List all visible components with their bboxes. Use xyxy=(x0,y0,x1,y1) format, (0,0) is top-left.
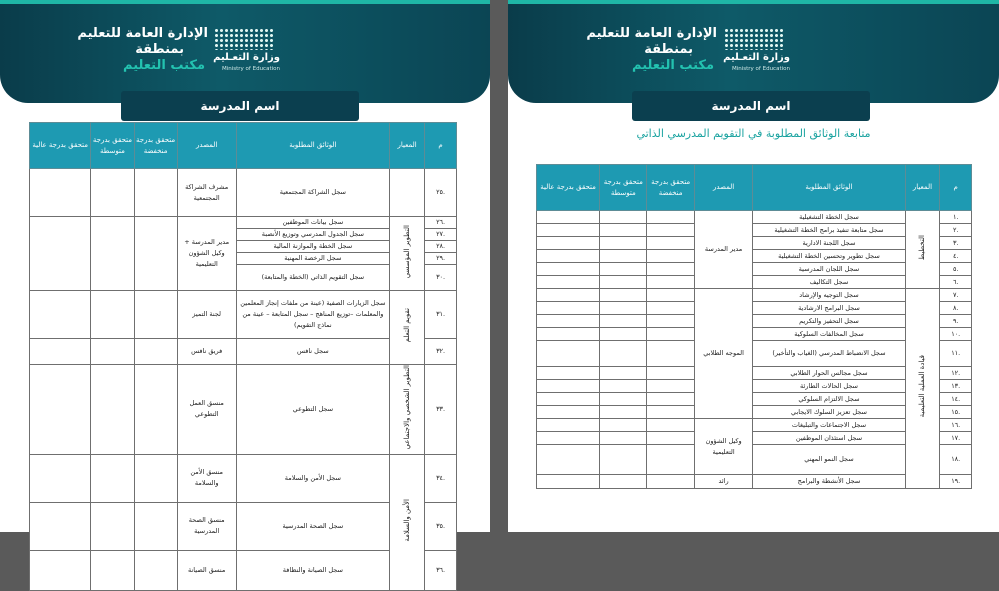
table-row xyxy=(30,217,457,229)
low-check-cell[interactable] xyxy=(647,328,694,341)
low-check-cell[interactable] xyxy=(647,393,694,406)
document-cell: سجل الانضباط المدرسي (الغياب والتأخير) xyxy=(753,341,905,367)
document-cell: سجل التكاليف xyxy=(753,276,905,289)
document-cell: سجل بيانات الموظفين xyxy=(236,217,389,229)
document-cell: سجل الصحة المدرسية xyxy=(236,502,389,550)
row-number: .٣١ xyxy=(425,291,457,339)
high-check-cell[interactable] xyxy=(537,289,600,302)
low-check-cell[interactable] xyxy=(134,339,177,365)
source-cell: منسق الأمن والسلامة xyxy=(177,454,236,502)
document-cell: سجل تطوير وتحسين الخطة التشغيلية xyxy=(753,250,905,263)
high-check-cell[interactable] xyxy=(537,419,600,432)
row-number: .١٤ xyxy=(940,393,972,406)
medium-check-cell[interactable] xyxy=(600,475,647,489)
header-title-line2: بمنطقة xyxy=(135,42,184,57)
high-check-cell[interactable] xyxy=(30,502,91,550)
row-number: .٢ xyxy=(940,224,972,237)
row-number: .٢٨ xyxy=(425,241,457,253)
logo-text-ar: وزارة التعـليم xyxy=(213,52,280,63)
row-number: .١٠ xyxy=(940,328,972,341)
criterion-label: قيادة العملية التعليمية xyxy=(917,355,926,418)
logo-text-en: Ministry of Education xyxy=(221,66,280,72)
col-header-source: المصدر xyxy=(694,165,753,211)
col-header-num: م xyxy=(940,165,972,211)
row-number: .١٩ xyxy=(940,475,972,489)
medium-check-cell[interactable] xyxy=(600,211,647,224)
row-number: .١ xyxy=(940,211,972,224)
row-number: .٣٥ xyxy=(425,502,457,550)
table-row xyxy=(30,169,457,217)
medium-check-cell[interactable] xyxy=(600,263,647,276)
page-header xyxy=(0,0,490,103)
medium-check-cell[interactable] xyxy=(600,393,647,406)
document-page-right xyxy=(508,0,999,532)
criterion-label: تقويم التعلم xyxy=(402,308,411,343)
source-cell: فريق نافس xyxy=(177,339,236,365)
high-check-cell[interactable] xyxy=(537,432,600,445)
ministry-logo xyxy=(210,28,280,74)
row-number: .٥ xyxy=(940,263,972,276)
document-cell: سجل الخطة التشغيلية xyxy=(753,211,905,224)
criterion-label: التطوير الشخصي والاجتماعي xyxy=(402,365,411,450)
low-check-cell[interactable] xyxy=(647,406,694,419)
medium-check-cell[interactable] xyxy=(600,328,647,341)
document-cell: سجل مجالس الحوار الطلابي xyxy=(753,367,905,380)
document-cell: سجل التحفيز والتكريم xyxy=(753,315,905,328)
medium-check-cell[interactable] xyxy=(91,169,134,217)
document-cell: سجل الشراكة المجتمعية xyxy=(236,169,389,217)
document-cell: سجل الالتزام السلوكي xyxy=(753,393,905,406)
header-office: مكتب التعليم xyxy=(123,58,205,73)
medium-check-cell[interactable] xyxy=(91,291,134,339)
medium-check-cell[interactable] xyxy=(600,445,647,475)
col-header-medium: متحقق بدرجة متوسطة xyxy=(600,165,647,211)
row-number: .١٧ xyxy=(940,432,972,445)
criterion-cell xyxy=(905,211,940,289)
low-check-cell[interactable] xyxy=(647,432,694,445)
document-cell: سجل الأمن والسلامة xyxy=(236,454,389,502)
medium-check-cell[interactable] xyxy=(91,502,134,550)
document-cell: سجل اللجان المدرسية xyxy=(753,263,905,276)
col-header-num: م xyxy=(425,123,457,169)
col-header-low: متحقق بدرجة منخفضة xyxy=(647,165,694,211)
medium-check-cell[interactable] xyxy=(600,432,647,445)
medium-check-cell[interactable] xyxy=(600,302,647,315)
header-title-line1: الإدارة العامة للتعليم xyxy=(586,26,717,41)
high-check-cell[interactable] xyxy=(537,393,600,406)
medium-check-cell[interactable] xyxy=(600,250,647,263)
source-cell: منسق الصيانة xyxy=(177,550,236,590)
row-number: .٣٤ xyxy=(425,454,457,502)
high-check-cell[interactable] xyxy=(537,302,600,315)
row-number: .٣٢ xyxy=(425,339,457,365)
logo-text-en: Ministry of Education xyxy=(731,66,790,72)
low-check-cell[interactable] xyxy=(647,475,694,489)
documents-table xyxy=(29,122,457,591)
low-check-cell[interactable] xyxy=(647,341,694,367)
source-cell: رائد xyxy=(694,475,753,489)
row-number: .١٣ xyxy=(940,380,972,393)
logo-dots-icon xyxy=(214,28,274,50)
source-cell: منسق العمل التطوعي xyxy=(177,365,236,455)
row-number: .٧ xyxy=(940,289,972,302)
row-number: .٢٩ xyxy=(425,253,457,265)
high-check-cell[interactable] xyxy=(30,339,91,365)
low-check-cell[interactable] xyxy=(134,550,177,590)
criterion-label: التطوير المؤسسي xyxy=(402,224,411,279)
source-cell: مدير المدرسة xyxy=(694,211,753,289)
row-number: .١٨ xyxy=(940,445,972,475)
criterion-cell xyxy=(390,291,425,365)
document-cell: سجل الاجتماعات والتبليغات xyxy=(753,419,905,432)
row-number: .٤ xyxy=(940,250,972,263)
low-check-cell[interactable] xyxy=(134,169,177,217)
high-check-cell[interactable] xyxy=(537,276,600,289)
high-check-cell[interactable] xyxy=(537,445,600,475)
school-name-box: اسم المدرسة xyxy=(632,91,870,121)
header-title-line2: بمنطقة xyxy=(644,42,693,57)
col-header-high: متحقق بدرجة عالية xyxy=(537,165,600,211)
table-header-row xyxy=(537,165,972,211)
low-check-cell[interactable] xyxy=(134,502,177,550)
low-check-cell[interactable] xyxy=(134,365,177,455)
low-check-cell[interactable] xyxy=(647,263,694,276)
source-cell: لجنة التميز xyxy=(177,291,236,339)
medium-check-cell[interactable] xyxy=(91,339,134,365)
col-header-medium: متحقق بدرجة متوسطة xyxy=(91,123,134,169)
col-header-low: متحقق بدرجة منخفضة xyxy=(134,123,177,169)
criterion-cell xyxy=(905,289,940,489)
high-check-cell[interactable] xyxy=(537,224,600,237)
col-header-criterion: المعيار xyxy=(390,123,425,169)
high-check-cell[interactable] xyxy=(30,291,91,339)
high-check-cell[interactable] xyxy=(30,454,91,502)
table-row xyxy=(537,289,972,302)
low-check-cell[interactable] xyxy=(134,217,177,291)
col-header-documents: الوثائق المطلوبة xyxy=(236,123,389,169)
low-check-cell[interactable] xyxy=(647,289,694,302)
high-check-cell[interactable] xyxy=(537,250,600,263)
row-number: .٦ xyxy=(940,276,972,289)
document-cell: سجل البرامج الارشادية xyxy=(753,302,905,315)
high-check-cell[interactable] xyxy=(30,169,91,217)
medium-check-cell[interactable] xyxy=(600,406,647,419)
medium-check-cell[interactable] xyxy=(600,367,647,380)
document-title: متابعة الوثائق المطلوبة في التقويم المدرسي الذاتي xyxy=(636,127,871,140)
document-cell: سجل المخالفات السلوكية xyxy=(753,328,905,341)
logo-text-ar: وزارة التعـليم xyxy=(723,52,790,63)
row-number: .١٦ xyxy=(940,419,972,432)
row-number: .٣٠ xyxy=(425,265,457,291)
criterion-cell xyxy=(390,365,425,455)
row-number: .٢٥ xyxy=(425,169,457,217)
medium-check-cell[interactable] xyxy=(600,341,647,367)
document-cell: سجل استئذان الموظفين xyxy=(753,432,905,445)
medium-check-cell[interactable] xyxy=(600,315,647,328)
document-cell: سجل الزيارات الصفية (عينة من ملفات إنجاز المعلمين والمعلمات –توزيع المناهج – سجل المتابعة – عينة من نماذج التقويم) xyxy=(236,291,389,339)
high-check-cell[interactable] xyxy=(30,365,91,455)
low-check-cell[interactable] xyxy=(647,302,694,315)
row-number: .١٥ xyxy=(940,406,972,419)
low-check-cell[interactable] xyxy=(647,367,694,380)
table-row xyxy=(537,211,972,224)
documents-table xyxy=(536,164,972,489)
low-check-cell[interactable] xyxy=(647,380,694,393)
document-cell: سجل الحالات الطارئة xyxy=(753,380,905,393)
low-check-cell[interactable] xyxy=(134,454,177,502)
high-check-cell[interactable] xyxy=(30,217,91,291)
criterion-cell xyxy=(390,169,425,217)
high-check-cell[interactable] xyxy=(537,406,600,419)
criterion-label: التخطيط xyxy=(917,234,926,261)
document-cell: سجل النمو المهني xyxy=(753,445,905,475)
source-cell: منسق الصحة المدرسية xyxy=(177,502,236,550)
school-name-box: اسم المدرسة xyxy=(121,91,359,121)
logo-dots-icon xyxy=(724,28,784,50)
criterion-cell xyxy=(390,454,425,590)
col-header-source: المصدر xyxy=(177,123,236,169)
col-header-high: متحقق بدرجة عالية xyxy=(30,123,91,169)
document-cell: سجل الصيانة والنظافة xyxy=(236,550,389,590)
medium-check-cell[interactable] xyxy=(600,276,647,289)
header-office: مكتب التعليم xyxy=(632,58,714,73)
document-cell: سجل الخطة والموازنة المالية xyxy=(236,241,389,253)
high-check-cell[interactable] xyxy=(537,211,600,224)
document-cell: سجل الأنشطة والبرامج xyxy=(753,475,905,489)
medium-check-cell[interactable] xyxy=(600,289,647,302)
high-check-cell[interactable] xyxy=(30,550,91,590)
row-number: .٢٧ xyxy=(425,229,457,241)
row-number: .٩ xyxy=(940,315,972,328)
high-check-cell[interactable] xyxy=(537,328,600,341)
high-check-cell[interactable] xyxy=(537,475,600,489)
high-check-cell[interactable] xyxy=(537,237,600,250)
criterion-label: الأمن والسلامة xyxy=(402,498,411,542)
row-number: .٣ xyxy=(940,237,972,250)
high-check-cell[interactable] xyxy=(537,263,600,276)
source-cell: وكيل الشؤون التعليمية xyxy=(694,419,753,475)
page-header xyxy=(508,0,999,103)
document-cell: سجل تعزيز السلوك الايجابي xyxy=(753,406,905,419)
criterion-cell xyxy=(390,217,425,291)
medium-check-cell[interactable] xyxy=(91,365,134,455)
header-accent-line xyxy=(0,0,490,4)
low-check-cell[interactable] xyxy=(647,237,694,250)
row-number: .١٢ xyxy=(940,367,972,380)
low-check-cell[interactable] xyxy=(647,315,694,328)
row-number: .١١ xyxy=(940,341,972,367)
high-check-cell[interactable] xyxy=(537,341,600,367)
high-check-cell[interactable] xyxy=(537,380,600,393)
low-check-cell[interactable] xyxy=(647,224,694,237)
document-cell: سجل التقويم الذاتي (الخطة والمتابعة) xyxy=(236,265,389,291)
medium-check-cell[interactable] xyxy=(600,419,647,432)
low-check-cell[interactable] xyxy=(647,419,694,432)
document-cell: سجل الجدول المدرسي وتوزيع الأنصبة xyxy=(236,229,389,241)
table-row xyxy=(30,291,457,339)
low-check-cell[interactable] xyxy=(134,291,177,339)
low-check-cell[interactable] xyxy=(647,250,694,263)
document-cell: سجل الرخصة المهنية xyxy=(236,253,389,265)
header-accent-line xyxy=(508,0,999,4)
row-number: .٢٦ xyxy=(425,217,457,229)
row-number: .٣٦ xyxy=(425,550,457,590)
source-cell: مدير المدرسة + وكيل الشؤون التعليمية xyxy=(177,217,236,291)
document-cell: سجل اللجنة الادارية xyxy=(753,237,905,250)
ministry-logo xyxy=(720,28,790,74)
row-number: .٣٣ xyxy=(425,365,457,455)
medium-check-cell[interactable] xyxy=(600,380,647,393)
medium-check-cell[interactable] xyxy=(91,454,134,502)
source-cell: مشرف الشراكة المجتمعية xyxy=(177,169,236,217)
table-row xyxy=(30,454,457,502)
high-check-cell[interactable] xyxy=(537,315,600,328)
col-header-criterion: المعيار xyxy=(905,165,940,211)
source-cell: الموجه الطلابي xyxy=(694,289,753,419)
document-page-left xyxy=(0,0,490,574)
medium-check-cell[interactable] xyxy=(91,550,134,590)
document-cell: سجل متابعة تنفيذ برامج الخطة التشغيلية xyxy=(753,224,905,237)
document-cell: سجل نافس xyxy=(236,339,389,365)
table-row xyxy=(30,365,457,455)
high-check-cell[interactable] xyxy=(537,367,600,380)
medium-check-cell[interactable] xyxy=(91,217,134,291)
low-check-cell[interactable] xyxy=(647,276,694,289)
header-title-line1: الإدارة العامة للتعليم xyxy=(77,26,208,41)
table-header-row xyxy=(30,123,457,169)
row-number: .٨ xyxy=(940,302,972,315)
document-cell: سجل التوجيه والإرشاد xyxy=(753,289,905,302)
medium-check-cell[interactable] xyxy=(600,224,647,237)
document-cell: سجل التطوعي xyxy=(236,365,389,455)
low-check-cell[interactable] xyxy=(647,445,694,475)
col-header-documents: الوثائق المطلوبة xyxy=(753,165,905,211)
low-check-cell[interactable] xyxy=(647,211,694,224)
medium-check-cell[interactable] xyxy=(600,237,647,250)
